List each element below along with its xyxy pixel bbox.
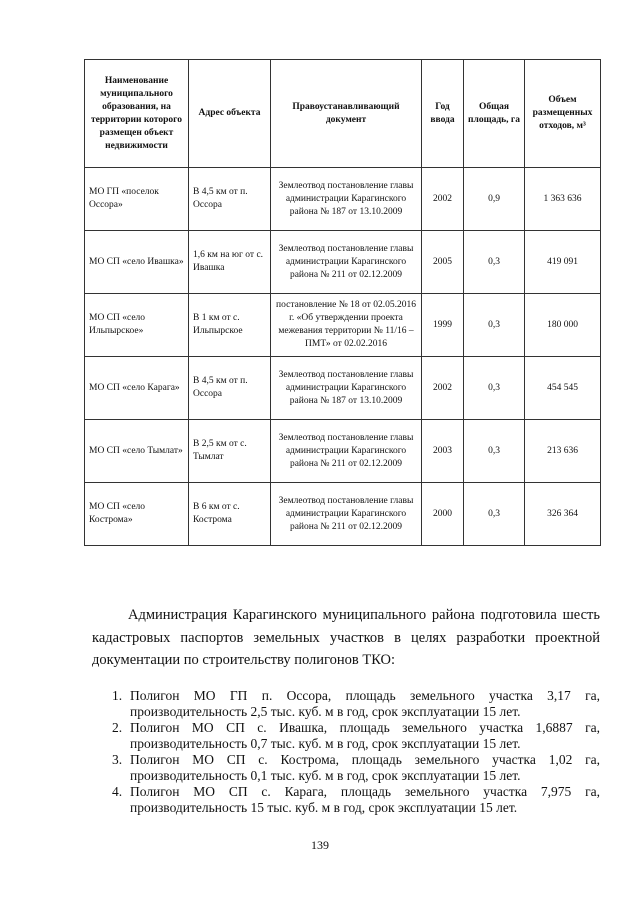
- cell-volume: 1 363 636: [525, 168, 601, 231]
- list-item-text: Полигон МО ГП п. Оссора, площадь земельного участка 3,17 га, производительность 2,5 тыс. куб. м в год, срок эксплуатации 15 лет.: [130, 688, 600, 719]
- table-row: [85, 294, 601, 357]
- list-item-number: 4.: [112, 784, 123, 799]
- table-row: [85, 231, 601, 294]
- cell-area: 0,3: [464, 420, 525, 483]
- cell-municipality: МО ГП «поселок Оссора»: [85, 168, 189, 231]
- header-year: Год ввода: [422, 60, 464, 168]
- cell-area: 0,3: [464, 483, 525, 546]
- list-item: [100, 688, 600, 720]
- page-number: 139: [311, 838, 329, 852]
- cell-document: постановление № 18 от 02.05.2016 г. «Об утверждении проекта межевания территории № 11/16 –ПМТ» от 02.02.2016: [271, 294, 422, 357]
- header-area: Общая площадь, га: [464, 60, 525, 168]
- landfill-list: [100, 688, 600, 816]
- table-row: [85, 483, 601, 546]
- cell-volume: 180 000: [525, 294, 601, 357]
- cell-year: 1999: [422, 294, 464, 357]
- cell-address: В 2,5 км от с. Тымлат: [189, 420, 271, 483]
- list-item: [100, 784, 600, 816]
- cell-volume: 419 091: [525, 231, 601, 294]
- list-item-number: 1.: [112, 688, 123, 703]
- cell-document: Землеотвод постановление главы администрации Карагинского района № 187 от 13.10.2009: [271, 357, 422, 420]
- header-document: Правоустанавливающий документ: [271, 60, 422, 168]
- table-header-row: [85, 60, 601, 168]
- cell-year: 2002: [422, 357, 464, 420]
- cell-year: 2002: [422, 168, 464, 231]
- cell-address: В 6 км от с. Кострома: [189, 483, 271, 546]
- cell-volume: 454 545: [525, 357, 601, 420]
- cell-municipality: МО СП «село Тымлат»: [85, 420, 189, 483]
- cell-document: Землеотвод постановление главы администрации Карагинского района № 211 от 02.12.2009: [271, 483, 422, 546]
- cell-area: 0,3: [464, 231, 525, 294]
- cell-document: Землеотвод постановление главы администрации Карагинского района № 187 от 13.10.2009: [271, 168, 422, 231]
- list-item: [100, 752, 600, 784]
- list-item-number: 3.: [112, 752, 123, 767]
- cell-area: 0,3: [464, 357, 525, 420]
- cell-area: 0,3: [464, 294, 525, 357]
- cell-municipality: МО СП «село Карага»: [85, 357, 189, 420]
- cell-municipality: МО СП «село Ивашка»: [85, 231, 189, 294]
- cell-address: В 4,5 км от п. Оссора: [189, 357, 271, 420]
- cell-year: 2005: [422, 231, 464, 294]
- cell-document: Землеотвод постановление главы администрации Карагинского района № 211 от 02.12.2009: [271, 420, 422, 483]
- cell-municipality: МО СП «село Кострома»: [85, 483, 189, 546]
- table-row: [85, 168, 601, 231]
- cell-year: 2003: [422, 420, 464, 483]
- cell-address: В 1 км от с. Ильпырское: [189, 294, 271, 357]
- header-municipality: Наименование муниципального образования, на территории которого размещен объект недвижимости: [85, 60, 189, 168]
- cell-address: 1,6 км на юг от с. Ивашка: [189, 231, 271, 294]
- cell-year: 2000: [422, 483, 464, 546]
- cell-volume: 213 636: [525, 420, 601, 483]
- cell-document: Землеотвод постановление главы администрации Карагинского района № 211 от 02.12.2009: [271, 231, 422, 294]
- list-item-number: 2.: [112, 720, 123, 735]
- list-item-text: Полигон МО СП с. Ивашка, площадь земельного участка 1,6887 га, производительность 0,7 тыс. куб. м в год, срок эксплуатации 15 лет.: [130, 720, 600, 751]
- cell-address: В 4,5 км от п. Оссора: [189, 168, 271, 231]
- landfill-table: [84, 59, 601, 546]
- table-row: [85, 357, 601, 420]
- cell-area: 0,9: [464, 168, 525, 231]
- cell-municipality: МО СП «село Ильпырское»: [85, 294, 189, 357]
- table-row: [85, 420, 601, 483]
- header-volume: Объем размещенных отходов, м³: [525, 60, 601, 168]
- list-item-text: Полигон МО СП с. Карага, площадь земельного участка 7,975 га, производительность 15 тыс. куб. м в год, срок эксплуатации 15 лет.: [130, 784, 600, 815]
- body-paragraph: Администрация Карагинского муниципального района подготовила шесть кадастровых паспортов земельных участков в целях разработки проектной документации по строительству полигонов ТКО:: [92, 607, 600, 668]
- cell-volume: 326 364: [525, 483, 601, 546]
- list-item-text: Полигон МО СП с. Кострома, площадь земельного участка 1,02 га, производительность 0,1 тыс. куб. м в год, срок эксплуатации 15 лет.: [130, 752, 600, 783]
- header-address: Адрес объекта: [189, 60, 271, 168]
- list-item: [100, 720, 600, 752]
